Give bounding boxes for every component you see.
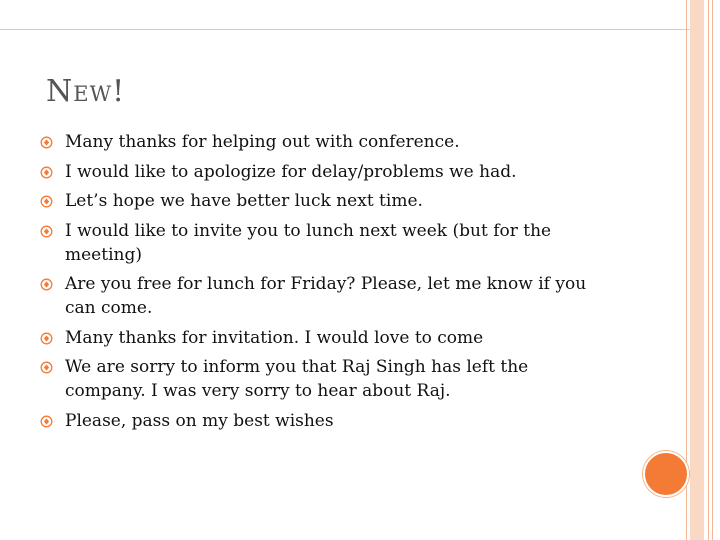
list-item xyxy=(40,326,600,350)
list-item-text: We are sorry to inform you that Raj Singh has left the company. I was very sorry to hear about Raj. xyxy=(65,357,529,401)
bullet-icon xyxy=(40,195,53,208)
top-divider xyxy=(0,29,690,30)
right-border-line xyxy=(712,0,713,540)
title-initial: N xyxy=(46,74,74,109)
list-item-text: Please, pass on my best wishes xyxy=(65,410,334,431)
bullet-list xyxy=(40,130,600,438)
right-border-stripe xyxy=(690,0,704,540)
title-small-caps: EW xyxy=(73,82,113,106)
right-border-line xyxy=(708,0,709,540)
bullet-icon xyxy=(40,225,53,238)
list-item-text: Many thanks for helping out with conference. xyxy=(65,132,460,152)
bullet-icon xyxy=(40,332,53,345)
list-item xyxy=(40,130,600,154)
list-item-text: Are you free for lunch for Friday? Please, let me know if you can come. xyxy=(65,274,587,318)
bullet-icon xyxy=(40,361,53,374)
list-item-text: I would like to apologize for delay/problems we had. xyxy=(65,161,517,182)
title-punctuation: ! xyxy=(112,74,126,109)
list-item xyxy=(40,189,600,213)
list-item-text: I would like to invite you to lunch next week (but for the meeting) xyxy=(65,220,552,265)
bullet-icon xyxy=(40,415,53,428)
bullet-icon xyxy=(40,278,53,291)
decorative-circle xyxy=(643,451,689,497)
bullet-icon xyxy=(40,136,53,149)
slide-title xyxy=(46,74,125,109)
list-item xyxy=(40,409,600,433)
bullet-icon xyxy=(40,166,53,179)
list-item-text: Let’s hope we have better luck next time. xyxy=(65,191,423,211)
list-item xyxy=(40,160,600,184)
list-item xyxy=(40,272,600,320)
list-item xyxy=(40,219,600,267)
list-item xyxy=(40,355,600,403)
list-item-text: Many thanks for invitation. I would love to come xyxy=(65,327,484,348)
right-border-line xyxy=(686,0,687,540)
